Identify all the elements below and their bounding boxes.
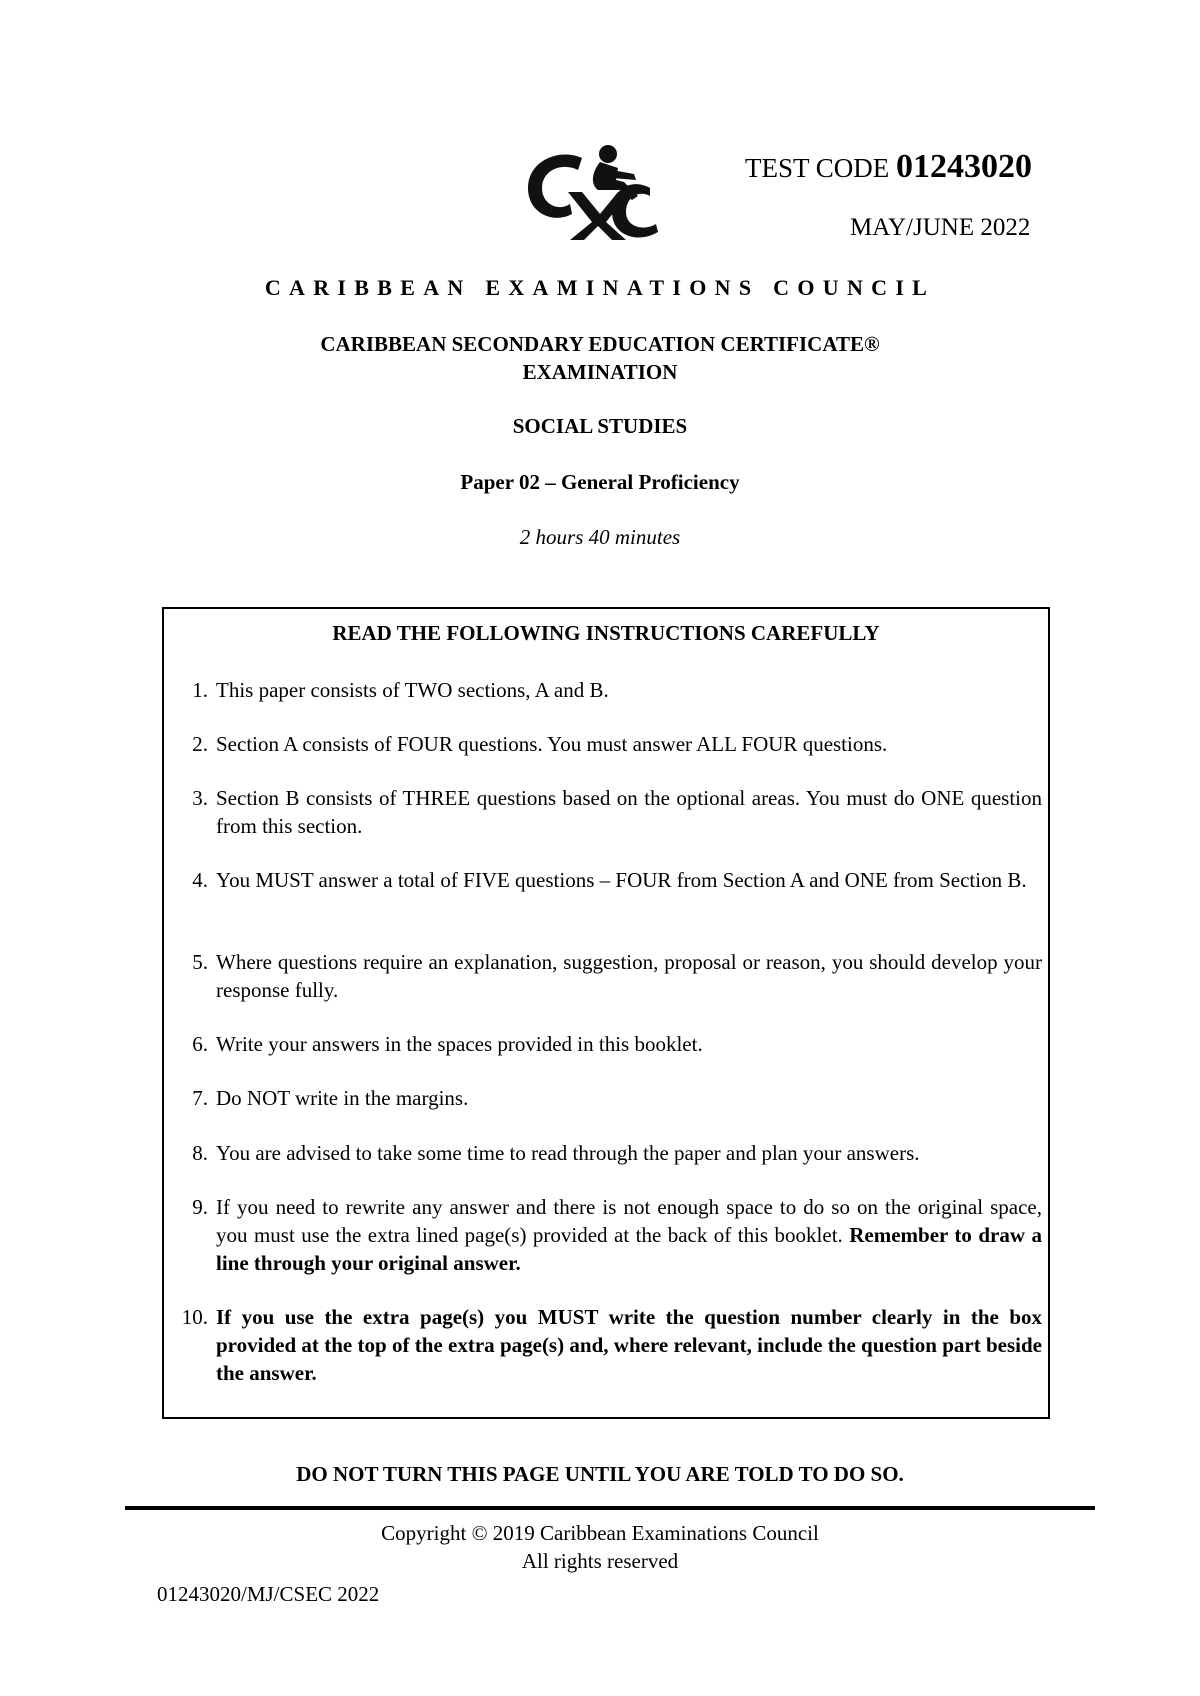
subject-title: SOCIAL STUDIES xyxy=(512,414,688,438)
test-code-label: TEST CODE xyxy=(745,153,890,183)
cxc-logo xyxy=(520,140,680,245)
paper-code: 01243020/MJ/CSEC 2022 xyxy=(157,1582,380,1606)
instruction-text: Write your answers in the spaces provided in this booklet. xyxy=(216,1032,703,1056)
instruction-text: Do NOT write in the margins. xyxy=(216,1086,469,1110)
instruction-number: 6. xyxy=(192,1032,208,1056)
instruction-text xyxy=(216,1193,1042,1277)
logo-letter-c xyxy=(528,155,582,218)
certificate-title xyxy=(0,330,1200,386)
exam-session: MAY/JUNE 2022 xyxy=(850,214,1031,241)
logo-figure-head xyxy=(599,145,617,163)
instruction-text-part: If you need to rewrite any answer and there is not enough space to do so on the original space, you must use the extra lined page(s) provided at the back of this booklet. xyxy=(216,1195,1042,1247)
turn-page-warning: DO NOT TURN THIS PAGE UNTIL YOU ARE TOLD TO DO SO. xyxy=(296,1462,904,1486)
instruction-number: 7. xyxy=(192,1086,208,1110)
instruction-number: 2. xyxy=(192,732,208,756)
instruction-text: This paper consists of TWO sections, A and B. xyxy=(216,678,609,702)
instruction-number: 1. xyxy=(192,678,208,702)
instruction-number: 3. xyxy=(192,786,208,810)
instruction-text: Section A consists of FOUR questions. You must answer ALL FOUR questions. xyxy=(216,732,888,756)
exam-duration: 2 hours 40 minutes xyxy=(519,525,681,549)
instruction-number: 4. xyxy=(192,868,208,892)
certificate-line-1: CARIBBEAN SECONDARY EDUCATION CERTIFICATE® xyxy=(320,332,880,356)
instruction-text-emphasis: Remember to draw a line through your original answer. xyxy=(216,1223,1042,1275)
instruction-text: Section B consists of THREE questions based on the optional areas. You must do ONE question from this section. xyxy=(216,786,1042,838)
instruction-number: 10. xyxy=(181,1305,208,1329)
rights-line: All rights reserved xyxy=(521,1549,679,1573)
instruction-text: Where questions require an explanation, suggestion, proposal or reason, you should develop your response fully. xyxy=(216,950,1042,1002)
test-code xyxy=(745,148,1032,186)
instruction-text: If you use the extra page(s) you MUST write the question number clearly in the box provided at the top of the extra page(s) and, where relevant, include the question part beside the answer. xyxy=(216,1305,1042,1385)
logo-figure-body xyxy=(593,162,638,200)
instruction-number: 5. xyxy=(192,950,208,974)
instruction-text: You MUST answer a total of FIVE questions – FOUR from Section A and ONE from Section B. xyxy=(216,868,1027,892)
council-name: CARIBBEAN EXAMINATIONS COUNCIL xyxy=(264,275,936,300)
copyright-notice xyxy=(0,1519,1200,1575)
instructions-heading: READ THE FOLLOWING INSTRUCTIONS CAREFULLY xyxy=(332,621,880,645)
instructions-box xyxy=(162,607,1050,1419)
instruction-number: 8. xyxy=(192,1141,208,1165)
certificate-line-2: EXAMINATION xyxy=(522,360,678,384)
logo-letter-c-2 xyxy=(612,184,658,237)
test-code-value: 01243020 xyxy=(896,148,1033,185)
paper-title: Paper 02 – General Proficiency xyxy=(460,470,740,494)
footer-divider xyxy=(125,1506,1095,1510)
instruction-text: You are advised to take some time to read through the paper and plan your answers. xyxy=(216,1141,920,1165)
copyright-line: Copyright © 2019 Caribbean Examinations Council xyxy=(381,1521,819,1545)
instruction-number: 9. xyxy=(192,1195,208,1219)
